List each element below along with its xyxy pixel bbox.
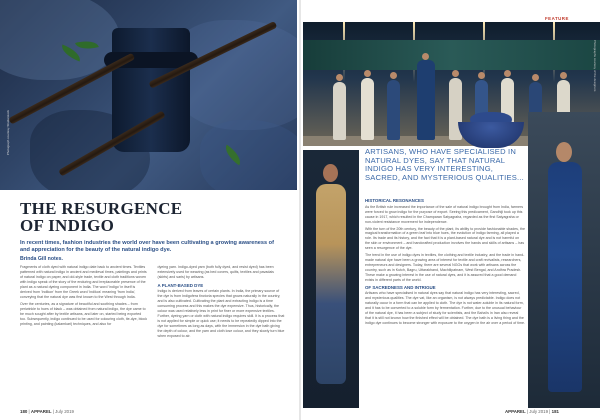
magazine-name: APPAREL <box>30 409 52 414</box>
page-gutter <box>299 0 301 420</box>
headline-line-1: THE RESURGENCE <box>20 199 183 218</box>
text-column-3 <box>365 199 525 326</box>
article-headline <box>20 200 285 234</box>
article-byline: Brinda Gill notes. <box>20 256 63 262</box>
magazine-name: APPAREL <box>505 409 526 414</box>
article-dek: In recent times, fashion industries the world over have been cultivating a growing awareness of and appreciation for the beauty of the natural indigo dye. <box>20 240 274 253</box>
paragraph: As the British rule increased the importance of the sale of natural indigo brought from India, farmers were forced to grow indigo for the purpose of export. Seeing this predicament, Gandhiji took up this cause in 1917, which resulted in the Champaran Satyagraha, regarded as the first Satyagraha or non-violent resistance movement for independence. <box>365 204 524 224</box>
section-tag: FEATURE <box>545 16 569 21</box>
photo-credit: Photograph courtesy Shutterstock <box>6 110 10 156</box>
model-photo-right <box>528 112 600 408</box>
headline-line-2: OF INDIGO <box>20 216 115 235</box>
paragraph: Indigo is derived from leaves of certain plants. In India, the primary source of the dye is from Indigofera tinctoria species that grows naturally in the country, and is also cultivated. Cultivating the plant and extracting indigo is a time consuming process and this makes the dye expensive. Thus, historically, the colour was used relatively less in print for finer or more expensive textiles. Further, dyeing yarn or cloth with natural indigo requires skill. It is a process that is not applied for simple or quick use; it needs to be repeatedly dipped into the dye for sometimes as long as days, with the immersion in the dye bath giving the depth of colour, and the yarn and cloth lose colour, and they slowly turn blue when exposed to air. <box>157 289 285 338</box>
issue-date: July 2019 <box>529 409 549 414</box>
pull-quote: ARTISANS, WHO HAVE SPECIALISED IN NATURAL DYES, SAY THAT NATURAL INDIGO HAS VERY INTERESTING, SACRED, AND MYSTERIOUS QUALITIES... <box>365 147 524 182</box>
footer-left: 180 | APPAREL | July 2019 <box>20 409 74 414</box>
issue-date: July 2019 <box>55 409 74 414</box>
page-number: 181 <box>551 409 559 414</box>
article-continuation <box>365 196 525 328</box>
text-column-1 <box>20 265 148 341</box>
text-columns <box>20 265 285 341</box>
paragraph: The trend in the use of indigo dyes in textiles, the clothing and textile industry, and the trade in hand-made natural dye have been a growing area of interest for textile and craft revivalists, researchers, entrepreneurs and designers. Today, there are several NGOs that work with artisans across the country, such as in Kutch, Bagru, Uttarakhand, Machilipatnam, West Bengal, and Andhra Pradesh. These make a growing interest in the use of natural dyes, and it is assured that a good demand exists in different parts of the world. <box>365 253 525 282</box>
paragraph: With the turn of the 20th century, the beauty of the plant, its ability to provide fashionable shades, the magical transformation of a green leaf into blue hues, the evolution of indigo farming, all played a role. Its trade and its history, and the fact that it is a plant-based natural dye and is not harmful on the skin or environment – and handcrafted production involves the hands and skills of artisans – has seen a resurgence of the dye. <box>365 226 525 251</box>
paragraph: Fragments of cloth dyed with natural indigo date back to ancient times. Textiles patterned with natural indigo in ancient and medieval times, paintings and prints of natural indigo on paper, and old-style trade, textile and cloth traditions woven with indigo speak of the story of the enduring and irreplaceable presence of the plant as a natural dyeing component in India. The word 'indigo' in itself is derived from 'Indikon' from the Greek word 'indikos' meaning 'from India', conveying that the natural dye was first known to the West through India. <box>20 265 147 299</box>
section-subhead: HISTORICAL RESONANCES <box>365 198 424 203</box>
section-subhead: A PLANT-BASED DYE <box>157 283 204 288</box>
indigo-cloth-photo <box>0 0 297 190</box>
model-photo-left <box>303 150 359 408</box>
page-number: 180 <box>20 409 28 414</box>
paragraph: Artisans who have specialised in natural dyes say that natural indigo has very interesting, sacred, and mysterious qualities. The dye vat, like an organism, is not always predictable. Indigo does not naturally occur in a form that can be applied to cloth. The dye is not water-soluble in its natural form, and it has to be converted to a soluble form by fermentation. Further, due to the unusual behaviour of the natural dye, it has been a subject of study for scientists, and the Baha'is in Iran also reveal that it is still not known how the finished effect will be obtained. The dye bath is a living thing and the indigo dye continues to become stronger with exposure to the oxygen in the air over a period of time. <box>365 291 526 325</box>
article-body <box>20 200 285 341</box>
section-subhead: OF SACREDNESS AND INTRIGUE <box>365 284 436 290</box>
photo-credit: Photographs courtesy of the designers <box>593 40 597 92</box>
text-column-2 <box>158 265 286 341</box>
paragraph: Over the centuries, as a signature of beautiful and soothing shades – from periwinkle to hues of black – was obtained from natural indigo, the dye came to be much sought after by textile artisans, and later on, started being exported too. Subsequently, indigo continued to be used for colouring cloth, tie-dye, block printing, and painting (kalamkari) techniques, and also for <box>20 302 147 326</box>
footer-right: APPAREL | July 2019 | 181 <box>505 409 559 414</box>
paragraph: dyeing yarn. Indigo-dyed yarn (both fully dyed, and resist dyed) has been extensively used for weaving (as bed covers, quilts, textiles and pavadais (skirts) and saris) by artisans. <box>157 265 274 279</box>
